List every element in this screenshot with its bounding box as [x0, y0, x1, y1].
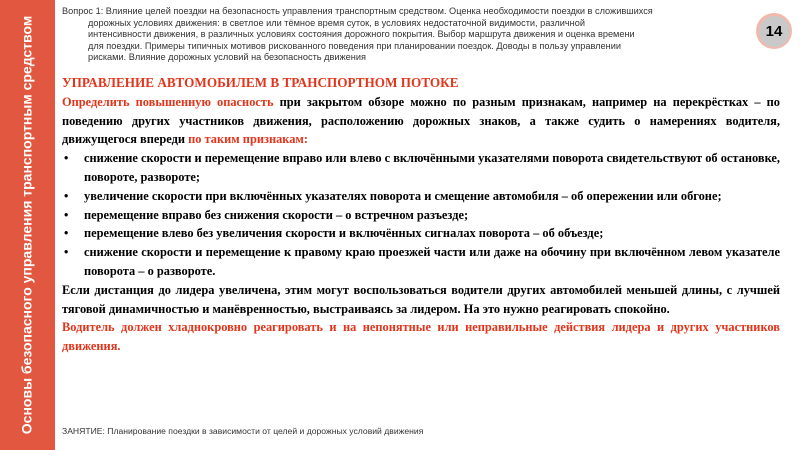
list-item: • перемещение влево без увеличения скорости и включённых сигналах поворота – об объезде;: [62, 224, 780, 243]
sidebar: [0, 0, 55, 450]
lesson-footer: ЗАНЯТИЕ: Планирование поездки в зависимости от целей и дорожных условий движения: [62, 426, 424, 436]
header-line-2: дорожных условиях движения: в светлое или тёмное время суток, в условиях недостаточной видимости, различной: [88, 17, 585, 28]
intro-paragraph: [62, 93, 780, 149]
conclusion-paragraph: Водитель должен хладнокровно реагировать и на непонятные или неправильные действия лидера и других участников движения.: [62, 320, 780, 354]
slide-number: 14: [759, 16, 790, 47]
header-line-4: для поездки. Примеры типичных мотивов рискованного поведения при планировании поездок. Доводы в пользу управлении: [88, 40, 621, 51]
distance-paragraph: Если дистанция до лидера увеличена, этим могут воспользоваться водители других автомобилей меньшей длины, с лучшей тяговой динамичностью и манёвренностью, выстраиваясь за лидером. На это нужно реагировать спокойно.: [62, 282, 780, 316]
list-item: • снижение скорости и перемещение вправо или влево с включёнными указателями поворота свидетельствуют об остановке, повороте, развороте;: [62, 149, 780, 187]
slide-number-badge: [756, 13, 792, 49]
list-item: • снижение скорости и перемещение к правому краю проезжей части или даже на обочину при включённом левом указателе поворота – о развороте.: [62, 243, 780, 281]
header-line-5: рисками. Влияние дорожных условий на безопасность движения: [88, 52, 366, 63]
section-title: УПРАВЛЕНИЕ АВТОМОБИЛЕМ В ТРАНСПОРТНОМ ПОТОКЕ: [62, 75, 459, 90]
intro-highlight: Определить повышенную опасность: [62, 94, 274, 109]
intro-highlight-end: по таким признакам:: [188, 132, 309, 147]
intro-text: при закрытом обзоре можно по разным признакам, например на перекрёстках – по поведению других участников движения, расположению дорожных знаков, а также судить о намерениях водителя, движущегося впереди: [62, 94, 780, 147]
header-line-3: интенсивности движения, в различных условиях состояния дорожного покрытия. Выбор маршрута движения и оценка времени: [88, 29, 635, 40]
signs-list: [62, 149, 780, 281]
list-item: • увеличение скорости при включённых указателях поворота и смещение автомобиля – об опережении или обгоне;: [62, 187, 780, 206]
header-line-1: Вопрос 1: Влияние целей поездки на безопасность управления транспортным средством. Оценка необходимости поездки в сложившихся: [62, 6, 653, 16]
main-content: [62, 74, 780, 356]
sidebar-title: Основы безопасного управления транспортным средством: [18, 15, 35, 435]
list-item: • перемещение вправо без снижения скорости – о встречном разъезде;: [62, 206, 780, 225]
question-header: [62, 6, 752, 64]
